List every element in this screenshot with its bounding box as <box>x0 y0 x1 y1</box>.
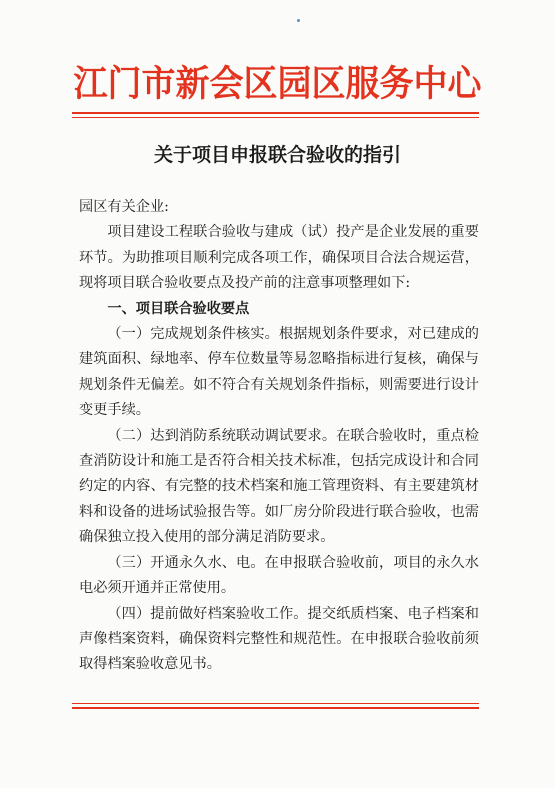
intro-paragraph: 项目建设工程联合验收与建成（试）投产是企业发展的重要环节。为助推项目顺利完成各项工作，确保项目合法合规运营，现将项目联合验收要点及投产前的注意事项整理如下: <box>79 224 479 292</box>
item-paragraph-1: （一）完成规划条件核实。根据规划条件要求，对已建成的建筑面积、绿地率、停车位数量等易忽略指标进行复核，确保与规划条件无偏差。如不符合有关规划条件指标，则需要进行设计变更手续。 <box>79 326 479 419</box>
document-body <box>79 195 479 678</box>
scan-mark <box>297 19 300 22</box>
letterhead-rule-thick <box>72 112 479 114</box>
letterhead-rule-thin <box>72 117 479 118</box>
footer-rule-thin <box>72 703 479 704</box>
document-title: 关于项目申报联合验收的指引 <box>153 144 401 166</box>
item-paragraph-3: （三）开通永久水、电。在申报联合验收前，项目的永久水电必须开通并正常使用。 <box>79 554 479 597</box>
item-paragraph-2: （二）达到消防系统联动调试要求。在联合验收时，重点检查消防设计和施工是否符合相关技术标准，包括完成设计和合同约定的内容、有完整的技术档案和施工管理资料、有主要建筑材料和设备的进场试验报告等。如厂房分阶段进行联合验收，也需确保独立投入使用的部分满足消防要求。 <box>79 427 479 546</box>
item-paragraph-4: （四）提前做好档案验收工作。提交纸质档案、电子档案和声像档案资料，确保资料完整性和规范性。在申报联合验收前须取得档案验收意见书。 <box>79 605 479 673</box>
salutation: 园区有关企业: <box>79 199 169 215</box>
letterhead-organization: 江门市新会区园区服务中心 <box>73 63 482 105</box>
footer-rule-thick <box>72 707 479 709</box>
section-heading: 一、项目联合验收要点 <box>107 300 250 317</box>
